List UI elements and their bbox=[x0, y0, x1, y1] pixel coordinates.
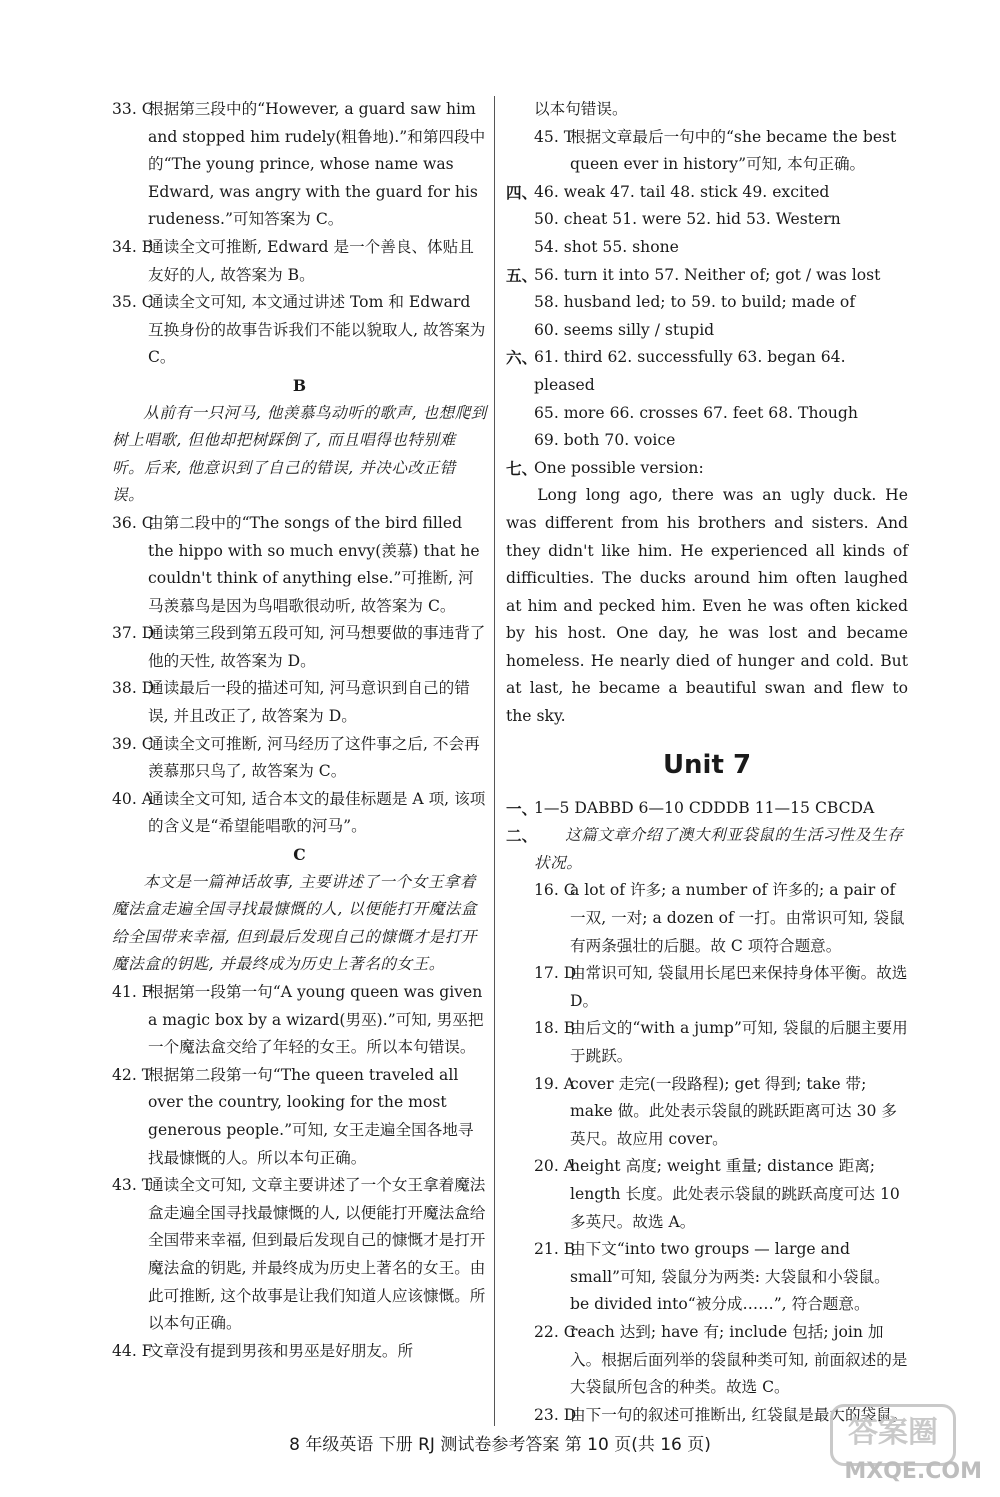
section-five bbox=[506, 262, 908, 345]
answer-item bbox=[534, 1153, 908, 1236]
model-essay: Long long ago, there was an ugly duck. He was different from his brothers and sisters. And they didn't like him. He experienced all kinds of difficulties. The ducks around him often laughed at him and pecked him. Even he was often kicked by his host. One day, he was lost and became homeless. He nearly died of hunger and cold. But at last, he became a beautiful swan and flew to the sky. bbox=[506, 486, 908, 726]
answer-list-c bbox=[112, 979, 487, 1365]
answer-item bbox=[112, 731, 487, 786]
passage-summary-b: 从前有一只河马, 他羡慕鸟动听的歌声, 也想爬到树上唱歌, 但他却把树踩倒了, 而且唱得也特别难听。后来, 他意识到了自己的错误, 并决心改正错误。 bbox=[112, 403, 487, 505]
answer-line: 50. cheat 51. were 52. hid 53. Western bbox=[534, 210, 841, 229]
answer-list-a bbox=[112, 96, 487, 372]
answer-item bbox=[534, 960, 908, 1015]
answer-number: 19. A bbox=[534, 1074, 576, 1093]
answer-number: 22. C bbox=[534, 1322, 576, 1341]
answer-explanation: 由后文的“with a jump”可知, 袋鼠的后腿主要用于跳跃。 bbox=[570, 1019, 908, 1065]
answer-explanation: 通读全文可知, 适合本文的最佳标题是 A 项, 该项的含义是“希望能唱歌的河马”。 bbox=[148, 789, 486, 836]
answer-number: 18. B bbox=[534, 1019, 576, 1038]
answer-line: 61. third 62. successfully 63. began 64. pleased bbox=[534, 348, 846, 394]
answer-explanation: 通读全文可推断, 河马经历了这件事之后, 不会再羡慕那只鸟了, 故答案为 C。 bbox=[148, 734, 480, 781]
answer-item bbox=[112, 1338, 487, 1366]
answer-number: 20. A bbox=[534, 1157, 576, 1176]
passage-summary-c: 本文是一篇神话故事, 主要讲述了一个女王拿着魔法盒走遍全国寻找最慷慨的人, 以便能打开魔法盒给全国带来幸福, 但到最后发现自己的慷慨才是打开魔法盒的钥匙, 并最终成为历史上著名的女王。 bbox=[112, 872, 477, 974]
answer-number: 37. D bbox=[112, 624, 155, 643]
answer-number: 36. C bbox=[112, 513, 154, 532]
answer-explanation: cover 走完(一段路程); get 得到; take 带; make 做。此处表示袋鼠的跳跃距离可达 30 多英尺。故应用 cover。 bbox=[570, 1074, 897, 1148]
watermark-site: MXQE.COM bbox=[844, 1459, 982, 1484]
answer-number: 41. F bbox=[112, 983, 153, 1001]
answer-explanation: 由第二段中的“The songs of the bird filled the hippo with so much envy(羡慕) that he couldn't think of anything else.”可推断, 河马羡慕鸟是因为鸟唱歌很动听, 故答案为 C。 bbox=[148, 513, 480, 615]
section-mark: 五、 bbox=[506, 265, 538, 285]
section-six bbox=[506, 344, 908, 454]
section-mark: 二、 bbox=[506, 826, 538, 846]
answer-item bbox=[534, 1071, 908, 1154]
answer-item bbox=[112, 234, 487, 289]
answer-explanation: 由下文“into two groups — large and small”可知, 袋鼠分为两类: 大袋鼠和小袋鼠。be divided into“被分成……”, 符合题意。 bbox=[570, 1240, 890, 1314]
answer-item bbox=[534, 1236, 908, 1319]
answer-explanation: 通读第三段到第五段可知, 河马想要做的事违背了他的天性, 故答案为 D。 bbox=[148, 624, 486, 670]
section-mark: 一、 bbox=[506, 798, 538, 818]
answer-number: 39. C bbox=[112, 734, 154, 753]
answer-line: 65. more 66. crosses 67. feet 68. Though bbox=[534, 403, 858, 422]
answer-explanation: 由常识可知, 袋鼠用长尾巴来保持身体平衡。故选 D。 bbox=[570, 964, 908, 1010]
answer-line: 46. weak 47. tail 48. stick 49. excited bbox=[534, 182, 830, 201]
section-one bbox=[506, 795, 908, 823]
left-column bbox=[112, 96, 487, 1365]
section-mark: 四、 bbox=[506, 182, 538, 202]
answer-item bbox=[112, 786, 487, 841]
answer-explanation: 由下一句的叙述可推断出, 红袋鼠是最大的袋鼠。 bbox=[570, 1405, 908, 1424]
answer-number: 16. C bbox=[534, 881, 576, 900]
section-heading-b: B bbox=[292, 375, 307, 395]
answer-item bbox=[112, 979, 487, 1062]
answer-number: 34. B bbox=[112, 237, 154, 256]
answer-explanation: a lot of 许多; a number of 许多的; a pair of 一双, 一对; a dozen of 一打。由常识可知, 袋鼠有两条强壮的后腿。故 C 项符合题意。 bbox=[570, 881, 905, 955]
answer-line: 56. turn it into 57. Neither of; got / was lost bbox=[534, 265, 881, 284]
answer-item-45 bbox=[534, 124, 908, 179]
answer-explanation: 根据第三段中的“However, a guard saw him and stopped him rudely(粗鲁地).”和第四段中的“The young prince, whose name was Edward, was angry with the guard for his rudeness.”可知答案为 C。 bbox=[148, 100, 486, 229]
answer-number: 42. T bbox=[112, 1065, 153, 1084]
answer-line: 60. seems silly / stupid bbox=[534, 320, 715, 339]
answer-item bbox=[112, 1172, 487, 1338]
answer-item bbox=[534, 1015, 908, 1070]
answer-list-unit7 bbox=[506, 877, 908, 1429]
column-divider bbox=[494, 96, 495, 1426]
answer-explanation: 通读全文可知, 文章主要讲述了一个女王拿着魔法盒走遍全国寻找最慷慨的人, 以便能打开魔法盒给全国带来幸福, 但到最后发现自己的慷慨才是打开魔法盒的钥匙, 并最终成为历史上著名的女王。由此可推断, 这个故事是让我们知道人应该慷慨。所以本句正确。 bbox=[148, 1176, 486, 1333]
answer-explanation: 通读最后一段的描述可知, 河马意识到自己的错误, 并且改正了, 故答案为 D。 bbox=[148, 679, 470, 726]
answer-line: 58. husband led; to 59. to build; made of bbox=[534, 293, 856, 312]
answer-item bbox=[112, 510, 487, 620]
answer-explanation: 根据第二段第一句“The queen traveled all over the country, looking for the most generous people.”可知, 女王走遍全国各地寻找最慷慨的人。所以本句正确。 bbox=[148, 1065, 474, 1167]
unit-title: Unit 7 bbox=[662, 749, 752, 780]
watermark bbox=[832, 1404, 982, 1484]
answer-number: 33. C bbox=[112, 100, 154, 118]
answer-item bbox=[534, 877, 908, 960]
answer-explanation: 根据文章最后一句中的“she became the best queen ever in history”可知, 本句正确。 bbox=[570, 127, 897, 174]
answer-line: 54. shot 55. shone bbox=[534, 237, 679, 256]
section-mark: 六、 bbox=[506, 348, 538, 368]
passage-summary-kangaroo: 这篇文章介绍了澳大利亚袋鼠的生活习性及生存状况。 bbox=[534, 826, 904, 872]
answer-number: 17. D bbox=[534, 964, 577, 983]
section-seven bbox=[506, 455, 908, 483]
answer-item bbox=[112, 675, 487, 730]
answer-number: 43. T bbox=[112, 1176, 153, 1195]
section-two bbox=[506, 822, 908, 877]
right-column bbox=[506, 96, 908, 1429]
answer-explanation: 根据第一段第一句“A young queen was given a magic box by a wizard(男巫).”可知, 男巫把一个魔法盒交给了年轻的女王。所以本句错误。 bbox=[148, 983, 484, 1057]
answer-explanation: reach 达到; have 有; include 包括; join 加入。根据后面列举的袋鼠种类可知, 前面叙述的是大袋鼠所包含的种类。故选 C。 bbox=[570, 1322, 908, 1397]
answer-item bbox=[112, 96, 487, 234]
section-heading-c: C bbox=[293, 845, 306, 865]
answer-number: 40. A bbox=[112, 789, 154, 808]
answer-item bbox=[112, 1062, 487, 1172]
answer-explanation: 文章没有提到男孩和男巫是好朋友。所 bbox=[148, 1341, 414, 1360]
section-mark: 七、 bbox=[506, 458, 538, 478]
answer-explanation: height 高度; weight 重量; distance 距离; length 长度。此处表示袋鼠的跳跃高度可达 10 多英尺。故选 A。 bbox=[570, 1157, 900, 1231]
answer-number: 38. D bbox=[112, 679, 155, 698]
answer-item bbox=[534, 1319, 908, 1402]
answer-explanation: 通读全文可知, 本文通过讲述 Tom 和 Edward 互换身份的故事告诉我们不能以貌取人, 故答案为 C。 bbox=[148, 293, 486, 367]
answer-item bbox=[112, 289, 487, 372]
answer-item bbox=[112, 620, 487, 675]
answer-line: 69. both 70. voice bbox=[534, 431, 676, 450]
answer-number: 23. D bbox=[534, 1405, 577, 1424]
page-footer: 8 年级英语 下册 RJ 测试卷参考答案 第 10 页(共 16 页) bbox=[289, 1435, 711, 1455]
answer-number: 21. B bbox=[534, 1240, 576, 1259]
answer-number: 44. F bbox=[112, 1341, 153, 1360]
answer-line: 1—5 DABBD 6—10 CDDDB 11—15 CBCDA bbox=[534, 798, 875, 817]
watermark-logo: 答案圈 bbox=[830, 1404, 956, 1466]
answer-explanation: 通读全文可推断, Edward 是一个善良、体贴且友好的人, 故答案为 B。 bbox=[148, 237, 474, 284]
answer-number: 45. T bbox=[534, 127, 575, 146]
essay-label: One possible version: bbox=[534, 458, 704, 477]
continuation-text: 以本句错误。 bbox=[534, 100, 628, 118]
answer-list-b bbox=[112, 510, 487, 841]
answer-number: 35. C bbox=[112, 293, 154, 312]
section-four bbox=[506, 179, 908, 262]
